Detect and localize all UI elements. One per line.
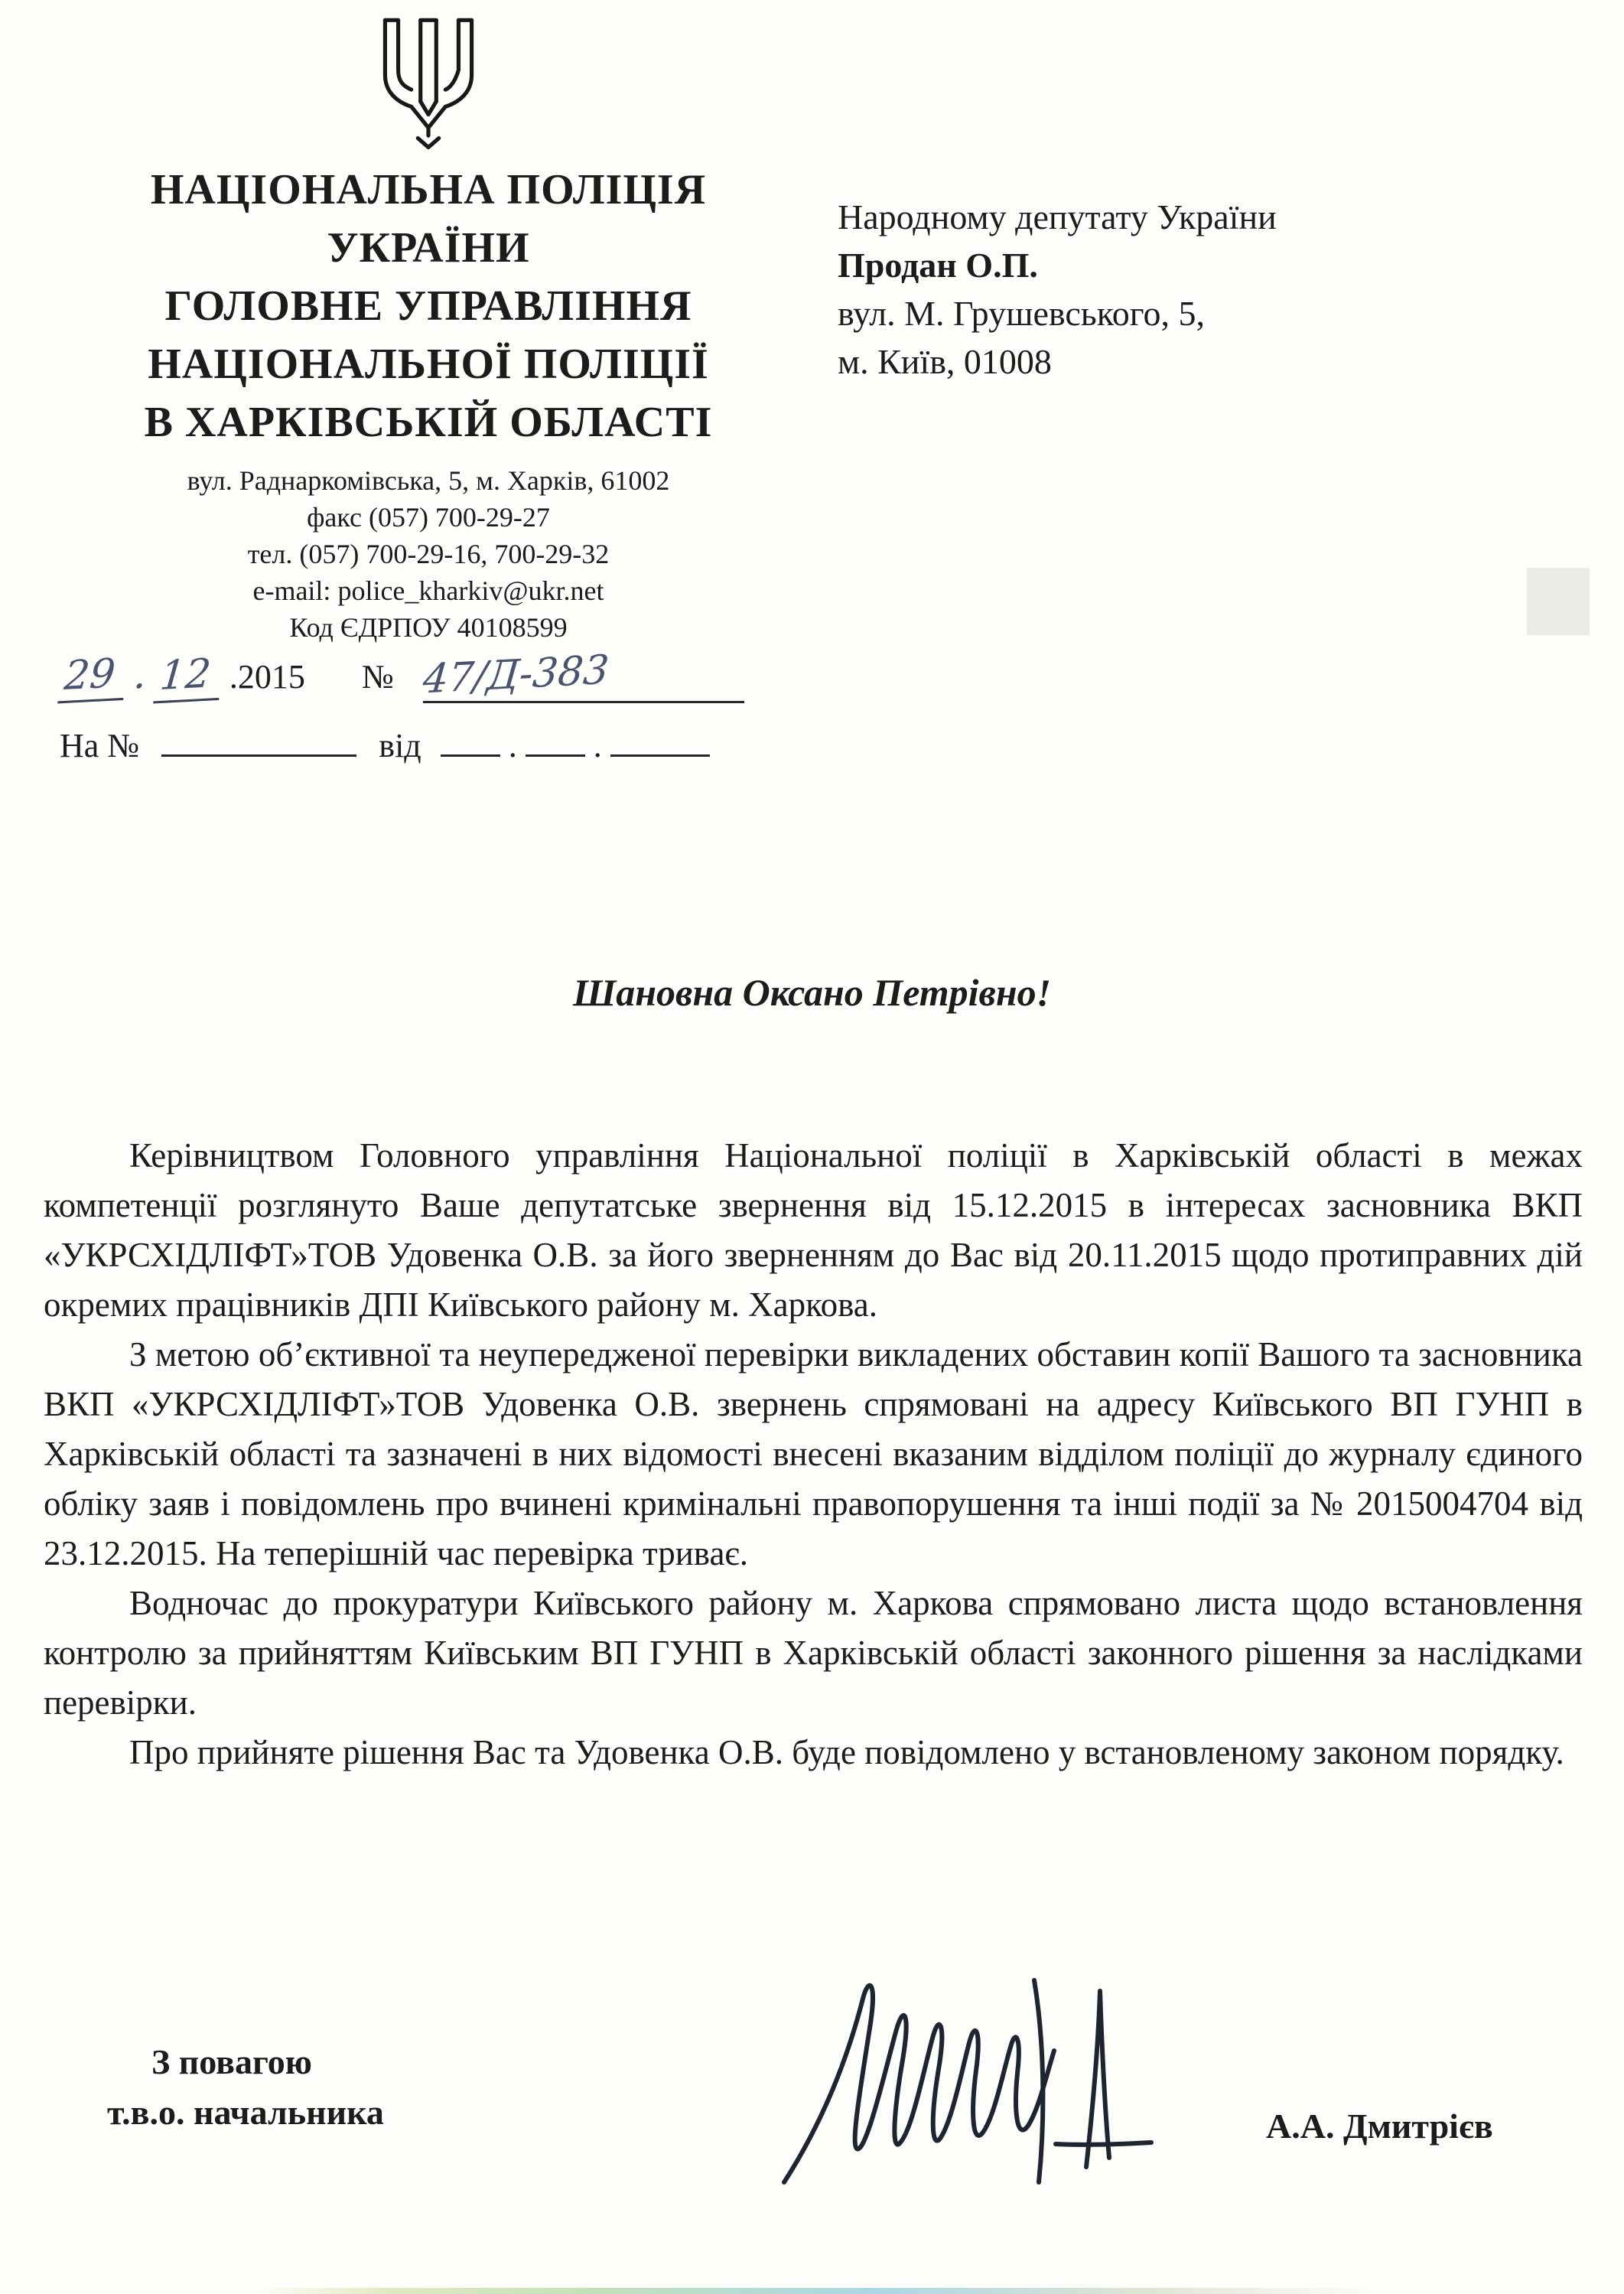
- signature-scribble: [765, 1953, 1178, 2213]
- contact-fax: факс (057) 700-29-27: [307, 502, 550, 533]
- reply-label: На №: [60, 727, 140, 764]
- number-sign: №: [361, 658, 394, 696]
- letter-body: [44, 1131, 1583, 1778]
- outgoing-number-row: [60, 647, 786, 705]
- blank-line: [441, 722, 500, 757]
- ukraine-trident-emblem-icon: [367, 12, 490, 150]
- body-paragraph: Водночас до прокуратури Київського району м. Харкова спрямовано листа щодо встановлення контролю за прийняттям Київським ВП ГУНП в Харківській області законного рішення за наслідками перевірки.: [44, 1584, 1583, 1722]
- letterhead: [46, 8, 811, 646]
- contact-edrpou: Код ЄДРПОУ 40108599: [289, 612, 568, 643]
- closing-position: т.в.о. начальника: [107, 2093, 384, 2132]
- scan-artifact-bottom-strip: [252, 2288, 1385, 2294]
- handwritten-month: 12: [153, 650, 223, 704]
- organization-contacts: [46, 462, 811, 646]
- body-paragraph: Керівництвом Головного управління Національної поліції в Харківській області в межах компетенції розглянуто Ваше депутатське звернення від 15.12.2015 в інтересах засновника ВКП «УКРСХІДЛІФТ»ТОВ Удовенка О.В. за його зверненням до Вас від 20.11.2015 щодо протиправних дій окремих працівників ДПІ Київського району м. Харкова.: [44, 1136, 1583, 1324]
- contact-phone: тел. (057) 700-29-16, 700-29-32: [247, 539, 610, 569]
- recipient-name: Продан О.П.: [838, 246, 1038, 285]
- org-line: НАЦІОНАЛЬНА ПОЛІЦІЯ: [150, 166, 707, 213]
- signer-name: А.А. Дмитрієв: [1266, 2107, 1493, 2146]
- recipient-street: вул. М. Грушевського, 5,: [838, 294, 1205, 333]
- closing-block: [107, 2037, 384, 2138]
- reply-from-label: від: [379, 727, 421, 764]
- org-line: ГОЛОВНЕ УПРАВЛІННЯ: [164, 282, 692, 330]
- recipient-title: Народному депутату України: [838, 197, 1277, 236]
- contact-address: вул. Раднаркомівська, 5, м. Харків, 61002: [187, 465, 670, 496]
- blank-line: [610, 722, 710, 757]
- closing-regards: З повагою: [151, 2042, 312, 2081]
- blank-line: [161, 722, 356, 757]
- reply-dot: .: [593, 727, 602, 764]
- salutation: Шановна Оксано Петрівно!: [572, 971, 1052, 1014]
- contact-email: e-mail: police_kharkiv@ukr.net: [252, 575, 604, 606]
- org-line: НАЦІОНАЛЬНОЇ ПОЛІЦІЇ: [148, 341, 709, 388]
- recipient-block: [838, 193, 1277, 386]
- recipient-city: м. Київ, 01008: [838, 342, 1052, 381]
- outgoing-number-line: [421, 647, 744, 703]
- handwritten-number: 47/Д-383: [421, 647, 611, 703]
- incoming-number-row: [60, 722, 786, 765]
- org-line: В ХАРКІВСЬКІЙ ОБЛАСТІ: [144, 399, 713, 446]
- reference-block: [60, 647, 786, 765]
- handwritten-dot: .: [132, 651, 149, 699]
- scan-artifact: [1527, 568, 1590, 635]
- reply-dot: .: [508, 727, 517, 764]
- org-line: УКРАЇНИ: [327, 224, 530, 272]
- body-paragraph: З метою об’єктивної та неупередженої перевірки викладених обставин копії Вашого та засновника ВКП «УКРСХІДЛІФТ»ТОВ Удовенка О.В. звернень спрямовані на адресу Київського ВП ГУНП в Харківській області та зазначені в них відомості внесені вказаним відділом поліції до журналу єдиного обліку заяв і повідомлень про вчинені кримінальні правопорушення та інші події за № 2015004704 від 23.12.2015. На теперішній час перевірка триває.: [44, 1335, 1583, 1572]
- body-paragraph: Про прийняте рішення Вас та Удовенка О.В. буде повідомлено у встановленому законом порядку.: [129, 1733, 1564, 1771]
- handwritten-day: 29: [57, 650, 128, 704]
- blank-line: [526, 722, 585, 757]
- printed-year: .2015: [229, 658, 305, 696]
- organization-name: [46, 161, 811, 451]
